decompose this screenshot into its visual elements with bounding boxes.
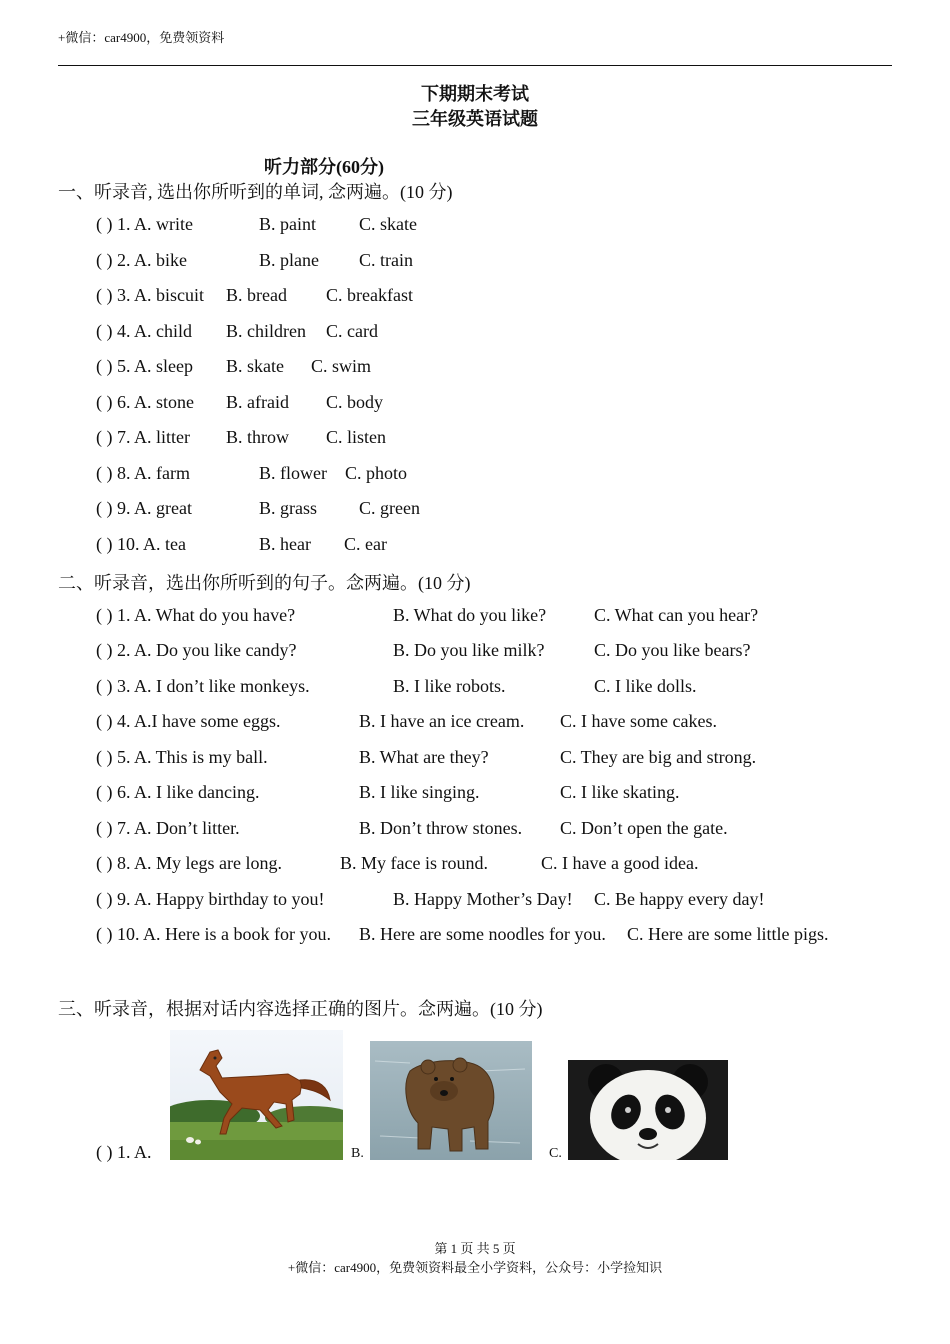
question-option-c: C. Be happy every day! bbox=[594, 889, 765, 909]
question-option-c: C. I like skating. bbox=[560, 782, 680, 802]
question-option-c: C. photo bbox=[345, 463, 408, 483]
question-option-b: B. hear bbox=[259, 534, 311, 554]
question-option-a: ( ) 1. A. What do you have? bbox=[96, 605, 296, 625]
option-c-label: C. bbox=[549, 1146, 562, 1161]
question-option-c: C. breakfast bbox=[326, 285, 413, 305]
question-option-a: ( ) 4. A.I have some eggs. bbox=[96, 711, 281, 731]
question-option-c: C. I have a good idea. bbox=[541, 853, 699, 873]
question-option-b: B. afraid bbox=[226, 392, 289, 412]
bear-picture bbox=[370, 1041, 532, 1160]
page-number: 第 1 页 共 5 页 bbox=[434, 1241, 516, 1256]
question-option-c: C. What can you hear? bbox=[594, 605, 759, 625]
question-option-b: B. Don’t throw stones. bbox=[359, 818, 523, 838]
question-option-a: ( ) 3. A. biscuit bbox=[96, 285, 204, 305]
question-option-b: B. bread bbox=[226, 285, 287, 305]
section3-heading: 三、听录音，根据对话内容选择正确的图片。念两遍。(10 分) bbox=[58, 999, 543, 1019]
section1-heading: 一、听录音, 选出你所听到的单词, 念两遍。(10 分) bbox=[58, 182, 453, 202]
question-option-c: C. body bbox=[326, 392, 384, 412]
question-option-a: ( ) 8. A. farm bbox=[96, 463, 190, 483]
question-option-c: C. skate bbox=[359, 214, 417, 234]
question-option-a: ( ) 4. A. child bbox=[96, 321, 192, 341]
question-option-c: C. ear bbox=[344, 534, 387, 554]
question-option-b: B. paint bbox=[259, 214, 316, 234]
question-option-b: B. My face is round. bbox=[340, 853, 488, 873]
question-option-b: B. grass bbox=[259, 498, 317, 518]
question-option-b: B. I like robots. bbox=[393, 676, 506, 696]
question-option-a: ( ) 9. A. great bbox=[96, 498, 192, 518]
question-option-c: C. They are big and strong. bbox=[560, 747, 757, 767]
horse-picture bbox=[170, 1030, 343, 1160]
question-option-b: B. skate bbox=[226, 356, 284, 376]
question-option-a: ( ) 3. A. I don’t like monkeys. bbox=[96, 676, 310, 696]
section2-heading: 二、听录音，选出你所听到的句子。念两遍。(10 分) bbox=[58, 573, 471, 593]
exam-title: 下期期末考试 bbox=[421, 84, 529, 104]
question-option-c: C. train bbox=[359, 250, 413, 270]
question-option-a: ( ) 10. A. tea bbox=[96, 534, 186, 554]
question-option-b: B. I like singing. bbox=[359, 782, 480, 802]
question-option-c: C. I like dolls. bbox=[594, 676, 697, 696]
question-option-a: ( ) 6. A. I like dancing. bbox=[96, 782, 260, 802]
question-option-b: B. plane bbox=[259, 250, 319, 270]
question-option-a: ( ) 7. A. Don’t litter. bbox=[96, 818, 240, 838]
question-option-a: ( ) 5. A. This is my ball. bbox=[96, 747, 268, 767]
question-option-b: B. throw bbox=[226, 427, 289, 447]
question-option-c: C. listen bbox=[326, 427, 387, 447]
question-option-c: C. Don’t open the gate. bbox=[560, 818, 728, 838]
question-option-a: ( ) 8. A. My legs are long. bbox=[96, 853, 282, 873]
question-option-b: B. Here are some noodles for you. bbox=[359, 924, 606, 944]
question-option-a: ( ) 10. A. Here is a book for you. bbox=[96, 924, 331, 944]
question-option-a: ( ) 2. A. Do you like candy? bbox=[96, 640, 297, 660]
question-option-b: B. What are they? bbox=[359, 747, 489, 767]
panda-picture bbox=[568, 1060, 728, 1160]
listening-part-heading: 听力部分(60分) bbox=[264, 157, 384, 177]
question-option-b: B. What do you like? bbox=[393, 605, 547, 625]
question-option-b: B. children bbox=[226, 321, 306, 341]
question-option-b: B. I have an ice cream. bbox=[359, 711, 525, 731]
question-option-a: ( ) 5. A. sleep bbox=[96, 356, 193, 376]
question-option-c: C. I have some cakes. bbox=[560, 711, 717, 731]
option-b-label: B. bbox=[351, 1146, 364, 1161]
question-option-a: ( ) 7. A. litter bbox=[96, 427, 190, 447]
exam-subtitle: 三年级英语试题 bbox=[412, 109, 538, 129]
footer-note: +微信：car4900，免费领资料最全小学资料，公众号：小学捡知识 bbox=[287, 1260, 663, 1275]
question-1-label: ( ) 1. A. bbox=[96, 1142, 152, 1162]
question-option-c: C. Do you like bears? bbox=[594, 640, 751, 660]
question-option-c: C. swim bbox=[311, 356, 372, 376]
header-note: +微信：car4900，免费领资料 bbox=[58, 30, 225, 45]
question-option-c: C. green bbox=[359, 498, 420, 518]
question-option-a: ( ) 2. A. bike bbox=[96, 250, 187, 270]
question-option-b: B. Do you like milk? bbox=[393, 640, 545, 660]
question-option-b: B. flower bbox=[259, 463, 327, 483]
question-option-a: ( ) 1. A. write bbox=[96, 214, 193, 234]
question-option-c: C. Here are some little pigs. bbox=[627, 924, 829, 944]
question-option-a: ( ) 9. A. Happy birthday to you! bbox=[96, 889, 325, 909]
question-option-c: C. card bbox=[326, 321, 378, 341]
question-option-b: B. Happy Mother’s Day! bbox=[393, 889, 573, 909]
question-option-a: ( ) 6. A. stone bbox=[96, 392, 194, 412]
header-divider bbox=[58, 65, 892, 66]
